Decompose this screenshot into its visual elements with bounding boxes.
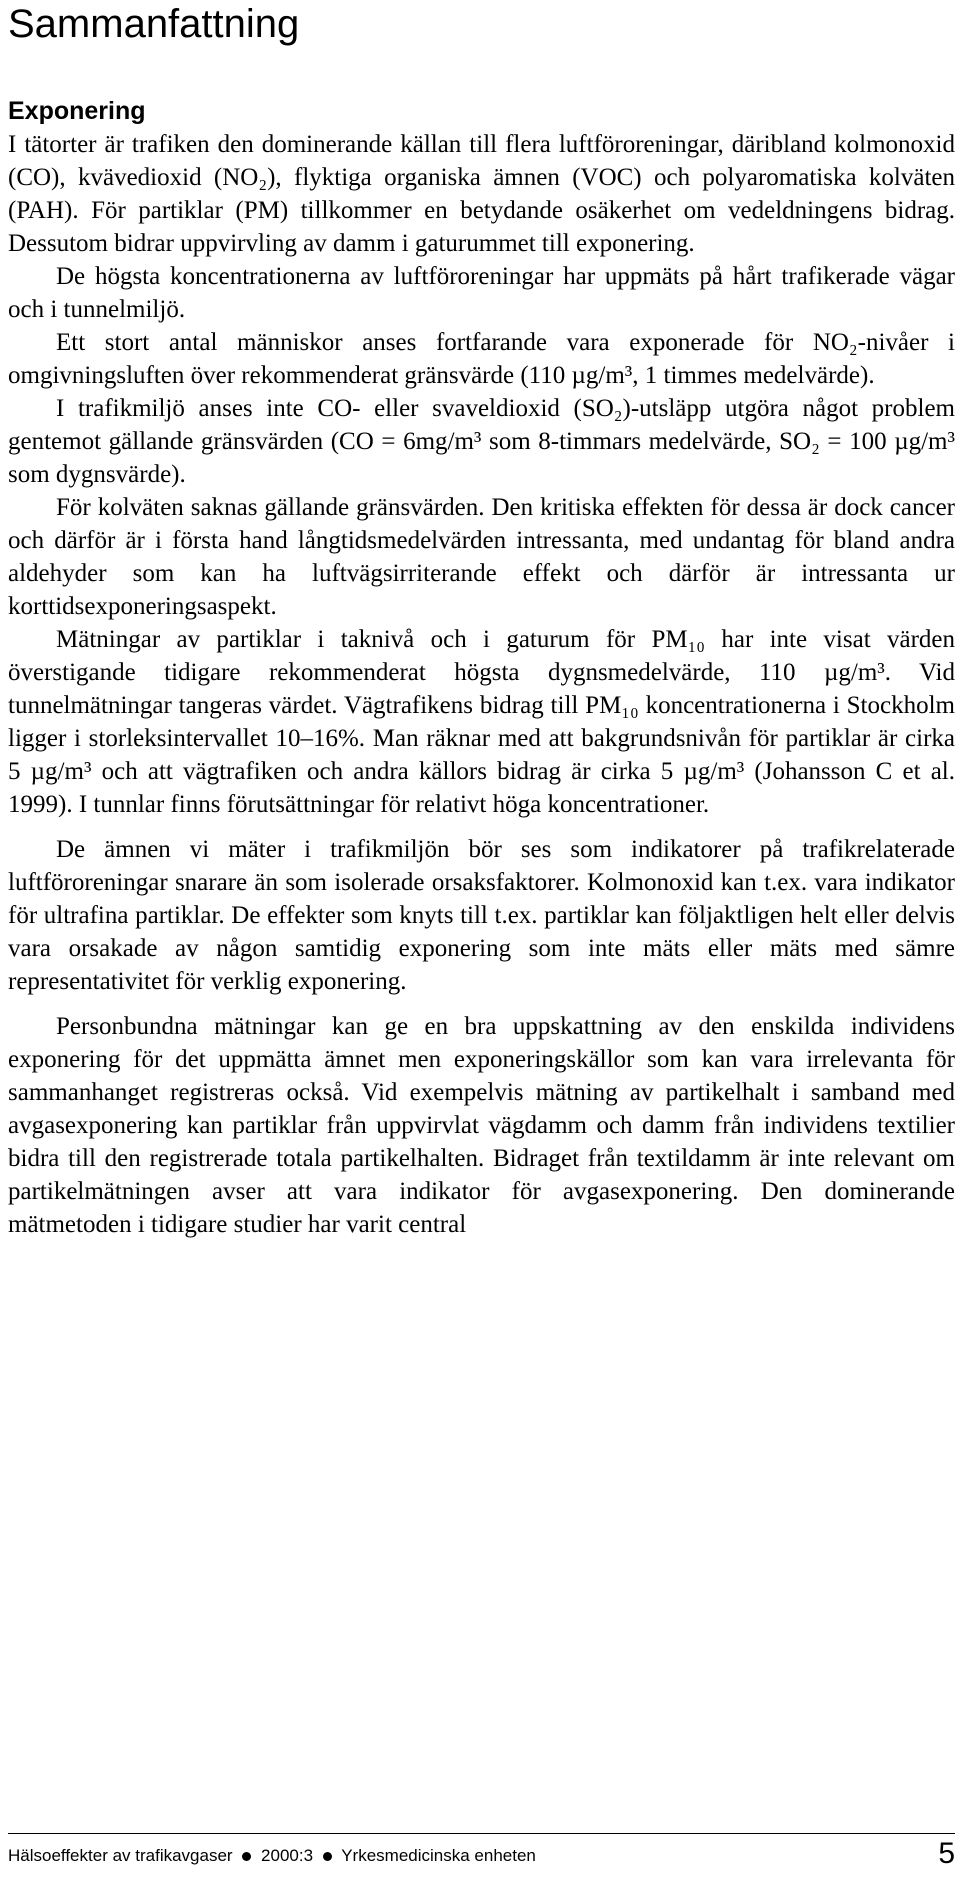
paragraph-co-so2: I trafikmiljö anses inte CO- eller svaveldioxid (SO₂)-utsläpp utgöra något problem gentemot gällande gränsvärden (CO = 6mg/m³ som 8-timmars medelvärde, SO₂ = 100 µg/m³ som dygnsvärde). [8, 395, 955, 488]
bullet-icon [242, 1852, 251, 1861]
footer-issue: 2000:3 [261, 1846, 314, 1865]
paragraph-hydrocarbons: För kolväten saknas gällande gränsvärden. Den kritiska effekten för dessa är dock cancer och därför är i första hand långtidsmedelvärden intressanta, med undantag för bland andra aldehyder som kan ha luftvägsirriterande effekt och därför är intressanta ur korttidsexponeringsaspekt. [8, 494, 955, 620]
paragraph-no2-levels: Ett stort antal människor anses fortfarande vara exponerade för NO₂-nivåer i omgivningsluften över rekommenderat gränsvärde (110 µg/m³, 1 timmes medelvärde). [8, 329, 955, 389]
paragraph-highest-concentrations: De högsta koncentrationerna av luftföroreningar har uppmäts på hårt trafikerade vägar och i tunnelmiljö. [8, 263, 955, 323]
page-title: Sammanfattning [8, 2, 300, 46]
section-heading: Exponering [8, 97, 146, 125]
footer-department: Yrkesmedicinska enheten [341, 1846, 536, 1865]
bullet-icon [323, 1852, 332, 1861]
paragraph-sources: I tätorter är trafiken den dominerande källan till flera luftföroreningar, däribland kolmonoxid (CO), kvävedioxid (NO₂), flyktiga organiska ämnen (VOC) och polyaromatiska kolväten (PAH). För partiklar (PM) tillkommer en betydande osäkerhet om vedeldningens bidrag. Dessutom bidrar uppvirvling av damm i gaturummet till exponering. [8, 131, 955, 257]
page-footer [8, 1838, 955, 1874]
paragraph-personal-measurements: Personbundna mätningar kan ge en bra uppskattning av den enskilda individens exponering för det uppmätta ämnet men exponeringskällor som kan vara irrelevanta för sammanhanget registreras också. Vid exempelvis mätning av partikelhalt i samband med avgasexponering kan partiklar från uppvirvlat vägdamm och damm från individens textilier bidra till den registrerade totala partikelhalten. Bidraget från textildamm är inte relevant om partikelmätningen avser att vara indikator för avgasexponering. Den dominerande mätmetoden i tidigare studier har varit central [8, 1013, 955, 1238]
footer-publication: Hälsoeffekter av trafikavgaser [8, 1846, 233, 1865]
footer-citation [8, 1838, 536, 1874]
paragraph-indicators: De ämnen vi mäter i trafikmiljön bör ses som indikatorer på trafikrelaterade luftföroreningar snarare än som isolerade orsaksfaktorer. Kolmonoxid kan t.ex. vara indikator för ultrafina partiklar. De effekter som knyts till t.ex. partiklar kan följaktligen helt eller delvis vara orsakade av någon samtidig exponering som inte mäts eller mäts med sämre representativitet för verklig exponering. [8, 836, 955, 995]
paragraph-particles: Mätningar av partiklar i taknivå och i gaturum för PM₁₀ har inte visat värden överstigande tidigare rekommenderat högsta dygnsmedelvärde, 110 µg/m³. Vid tunnelmätningar tangeras värdet. Vägtrafikens bidrag till PM₁₀ koncentrationerna i Stockholm ligger i storleksintervallet 10–16%. Man räknar med att bakgrundsnivån för partiklar är cirka 5 µg/m³ och att vägtrafiken och andra källors bidrag är cirka 5 µg/m³ (Johansson C et al. 1999). I tunnlar finns förutsättningar för relativt höga koncentrationer. [8, 626, 955, 818]
footer-divider [8, 1833, 955, 1834]
page-number: 5 [938, 1837, 955, 1870]
section-body [8, 128, 955, 1241]
